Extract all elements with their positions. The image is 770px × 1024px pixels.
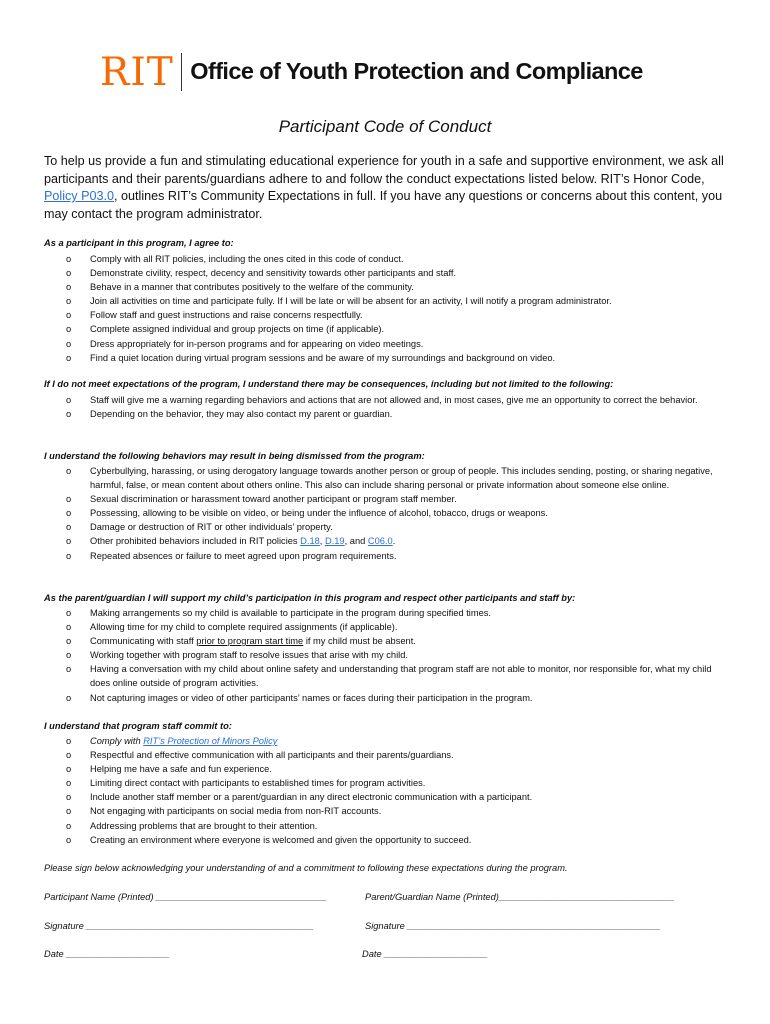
bullet-marker: o: [66, 254, 72, 264]
list-item-text: Not engaging with participants on social media from non-RIT accounts.: [90, 806, 382, 817]
bullet-marker: o: [66, 550, 72, 561]
bullet-marker: o: [66, 750, 72, 761]
staff-commitments-list: [44, 734, 734, 847]
list-item-text: Include another staff member or a parent/guardian in any direct electronic communication with a participant.: [90, 792, 533, 803]
section-staff-heading: I understand that program staff commit to:: [44, 721, 232, 731]
document-title: Participant Code of Conduct: [278, 117, 492, 136]
list-item-text: Having a conversation with my child about online safety and understanding that program staff are not able to monitor, nor responsible for, what my child does online outside of program activities.: [90, 664, 712, 689]
bullet-marker: o: [66, 536, 72, 547]
bullet-marker: o: [66, 296, 72, 307]
bullet-marker: o: [66, 650, 72, 661]
bullet-marker: o: [66, 692, 72, 703]
list-item-text: Possessing, allowing to be visible on video, or being under the influence of alcohol, tobacco, drugs or weapons.: [90, 508, 548, 519]
list-item-text: Complete assigned individual and group projects on time (if applicable).: [90, 324, 385, 335]
list-item: [44, 464, 734, 492]
list-item-text: Comply with RIT’s Protection of Minors Policy: [90, 736, 278, 746]
bullet-marker: o: [66, 778, 72, 789]
section-dismissal-heading: I understand the following behaviors may result in being dismissed from the program:: [44, 451, 425, 461]
list-item: [44, 252, 734, 266]
parent-name-field[interactable]: Parent/Guardian Name (Printed)__________________________________: [365, 892, 675, 902]
list-item-text: Damage or destruction of RIT or other individuals’ property.: [90, 522, 333, 533]
intro-paragraph: To help us provide a fun and stimulating educational experience for youth in a safe and supportive environment, we ask all participants and their parents/guardians adhere to and follow the conduct expectations listed below. RIT’s Honor Code, Policy P03.0, outlines RIT’s Community Expectations in full. If you have any questions or concerns about this content, you may contact the program administrator.: [44, 154, 724, 221]
list-item-text: Staff will give me a warning regarding behaviors and actions that are not allowed and, in most cases, give me an opportunity to correct the behavior.: [90, 395, 698, 405]
bullet-marker: o: [66, 310, 72, 321]
list-item: [44, 648, 734, 662]
list-item: [44, 308, 734, 322]
list-item-text: Sexual discrimination or harassment toward another participant or program staff member.: [90, 494, 457, 505]
list-item-text: Addressing problems that are brought to their attention.: [90, 820, 318, 831]
list-item-text: Repeated absences or failure to meet agreed upon program requirements.: [90, 550, 397, 561]
office-name: Office of Youth Protection and Compliance: [190, 58, 643, 85]
bullet-marker: o: [66, 736, 72, 746]
section-participant-heading: As a participant in this program, I agree to:: [44, 238, 234, 248]
list-item: [44, 804, 734, 818]
bullet-marker: o: [66, 508, 72, 519]
list-item: [44, 833, 734, 847]
bullet-marker: o: [66, 324, 72, 335]
list-item: [44, 549, 734, 563]
underlined-emphasis: prior to program start time: [196, 636, 304, 647]
section-consequences-heading: If I do not meet expectations of the program, I understand there may be consequences, including but not limited to the following:: [44, 379, 614, 389]
list-item: [44, 620, 734, 634]
list-item-text: Follow staff and guest instructions and raise concerns respectfully.: [90, 310, 363, 321]
list-item-text: Limiting direct contact with participants to established times for program activities.: [90, 778, 426, 789]
list-item: [44, 393, 734, 407]
rit-logo: [100, 48, 643, 96]
bullet-marker: o: [66, 636, 72, 647]
list-item-text: Other prohibited behaviors included in RIT policies D.18, D.19, and C06.0.: [90, 536, 396, 547]
participant-agreement-list: [44, 252, 734, 365]
policy-d19-link[interactable]: D.19: [324, 536, 345, 547]
list-item-text: Making arrangements so my child is available to participate in the program during specified times.: [90, 608, 491, 618]
list-item-text: Respectful and effective communication with all participants and their parents/guardians.: [90, 750, 454, 761]
list-item: [44, 734, 734, 748]
list-item: [44, 266, 734, 280]
list-item-text: Join all activities on time and participate fully. If I will be late or will be absent for an activity, I will notify a program administrator.: [90, 296, 612, 307]
consequences-list: [44, 393, 734, 421]
list-item: [44, 492, 734, 506]
bullet-marker: o: [66, 764, 72, 775]
dismissal-behaviors-list: [44, 464, 734, 563]
list-item-text: Demonstrate civility, respect, decency and sensitivity towards other participants and staff.: [90, 268, 457, 279]
bullet-marker: o: [66, 522, 72, 533]
bullet-marker: o: [66, 338, 72, 349]
list-item: [44, 662, 734, 690]
bullet-marker: o: [66, 466, 72, 476]
bullet-marker: o: [66, 409, 72, 420]
list-item-text: Allowing time for my child to complete required assignments (if applicable).: [90, 622, 398, 633]
protection-of-minors-policy-link[interactable]: RIT’s Protection of Minors Policy: [143, 736, 278, 746]
list-item: [44, 691, 734, 705]
list-item: [44, 506, 734, 520]
list-item: [44, 280, 734, 294]
bullet-marker: o: [66, 664, 72, 675]
list-item: [44, 534, 734, 548]
closing-statement: Please sign below acknowledging your understanding of and a commitment to following these expectations during the program.: [44, 863, 568, 873]
participant-name-field[interactable]: Participant Name (Printed) _________________________________: [44, 892, 327, 902]
logo-divider: [181, 53, 183, 91]
list-item: [44, 520, 734, 534]
list-item-text: Working together with program staff to resolve issues that arise with my child.: [90, 650, 408, 661]
policy-p03-link[interactable]: Policy P03.0: [44, 189, 115, 203]
bullet-marker: o: [66, 282, 72, 293]
list-item-text: Cyberbullying, harassing, or using derogatory language towards another person or group of people. This includes sending, posting, or sharing negative, harmful, false, or mean content about others online. This also can include sharing personal or private information about someone else online.: [90, 466, 713, 491]
list-item: [44, 790, 734, 804]
bullet-marker: o: [66, 806, 72, 817]
list-item-text: Comply with all RIT policies, including the ones cited in this code of conduct.: [90, 254, 404, 264]
list-item-text: Find a quiet location during virtual program sessions and be aware of my surroundings and background on video.: [90, 352, 556, 363]
list-item-text: Creating an environment where everyone is welcomed and given the opportunity to succeed.: [90, 834, 472, 845]
policy-c06-link[interactable]: C06.0: [367, 536, 393, 547]
list-item-text: Behave in a manner that contributes positively to the welfare of the community.: [90, 282, 414, 293]
list-item: [44, 776, 734, 790]
list-item-text: Dress appropriately for in-person programs and for appearing on video meetings.: [90, 338, 424, 349]
bullet-marker: o: [66, 395, 72, 405]
bullet-marker: o: [66, 622, 72, 633]
bullet-marker: o: [66, 352, 72, 363]
list-item: [44, 407, 734, 421]
parent-date-field[interactable]: Date ____________________: [362, 949, 488, 959]
list-item: [44, 634, 734, 648]
list-item: [44, 748, 734, 762]
list-item: [44, 762, 734, 776]
list-item-text: Depending on the behavior, they may also contact my parent or guardian.: [90, 409, 393, 420]
bullet-marker: o: [66, 268, 72, 279]
policy-d18-link[interactable]: D.18: [300, 536, 320, 547]
list-item: [44, 337, 734, 351]
bullet-marker: o: [66, 494, 72, 505]
parent-commitments-list: [44, 606, 734, 705]
list-item: [44, 819, 734, 833]
list-item: [44, 294, 734, 308]
list-item-text: Communicating with staff prior to program start time if my child must be absent.: [90, 636, 416, 647]
list-item-text: Helping me have a safe and fun experience.: [90, 764, 272, 775]
list-item: [44, 606, 734, 620]
list-item: [44, 351, 734, 365]
bullet-marker: o: [66, 792, 72, 803]
rit-logo-mark: RIT: [100, 49, 174, 95]
bullet-marker: o: [66, 608, 72, 618]
bullet-marker: o: [66, 834, 72, 845]
bullet-marker: o: [66, 820, 72, 831]
list-item-text: Not capturing images or video of other participants’ names or faces during their participation in the program.: [90, 692, 533, 703]
section-parent-heading: As the parent/guardian I will support my child’s participation in this program and respect other participants and staff by:: [44, 593, 576, 603]
parent-signature-field[interactable]: Signature _________________________________________________: [365, 921, 661, 931]
list-item: [44, 322, 734, 336]
participant-date-field[interactable]: Date ____________________: [44, 949, 170, 959]
participant-signature-field[interactable]: Signature ____________________________________________: [44, 921, 314, 931]
